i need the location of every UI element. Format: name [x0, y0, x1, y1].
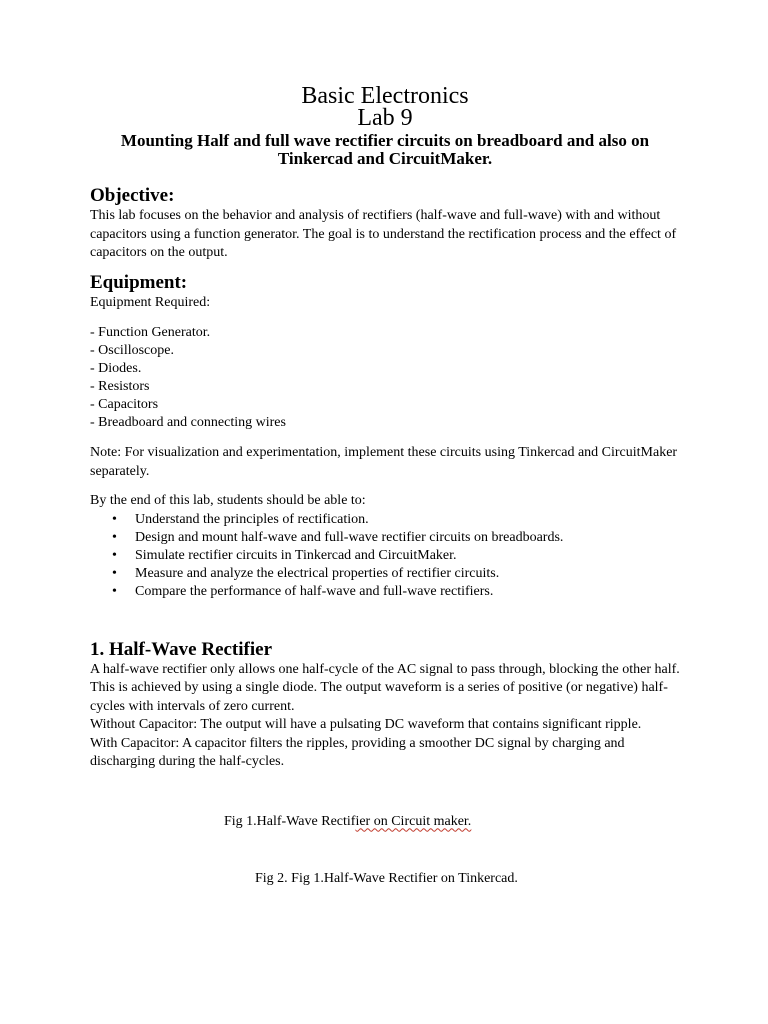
figure-2-caption: Fig 2. Fig 1.Half-Wave Rectifier on Tinkercad. — [255, 870, 518, 886]
list-item — [90, 565, 680, 583]
figure-1-caption-text: Fig 1.Half-Wave Rectif — [224, 813, 356, 829]
outcome-text: Measure and analyze the electrical properties of rectifier circuits. — [135, 565, 500, 581]
half-wave-heading: 1. Half-Wave Rectifier — [90, 638, 273, 660]
list-item — [90, 547, 680, 565]
title-block — [90, 84, 680, 168]
outcome-text: Simulate rectifier circuits in Tinkercad and CircuitMaker. — [135, 547, 457, 563]
list-item — [90, 529, 680, 547]
equipment-note: Note: For visualization and experimentation, implement these circuits using Tinkercad and CircuitMaker separately. — [90, 445, 678, 479]
list-item: - Breadboard and connecting wires — [90, 415, 286, 430]
doc-subtitle: Mounting Half and full wave rectifier circuits on breadboard and also on Tinkercad and CircuitMaker. — [120, 131, 650, 168]
bullet-icon: • — [112, 583, 117, 599]
bullet-icon: • — [112, 547, 117, 563]
with-capacitor-text: With Capacitor: A capacitor filters the ripples, providing a smoother DC signal by charging and discharging during the half-cycles. — [90, 735, 625, 769]
half-wave-description: A half-wave rectifier only allows one half-cycle of the AC signal to pass through, blocking the other half. This is achieved by using a single diode. The output waveform is a series of positive (or negative) half-cycles with intervals of zero current. — [90, 661, 680, 714]
list-item: - Oscilloscope. — [90, 343, 174, 358]
list-item: - Diodes. — [90, 361, 142, 376]
objective-text: This lab focuses on the behavior and analysis of rectifiers (half-wave and full-wave) with and without capacitors using a function generator. The goal is to understand the rectification process and the effect of capacitors on the output. — [90, 208, 677, 260]
spellcheck-flagged-text: ier on Circuit maker. — [355, 813, 472, 829]
document-page — [90, 84, 680, 888]
figure-1-caption — [90, 813, 680, 831]
list-item: - Capacitors — [90, 397, 159, 412]
list-item: - Function Generator. — [90, 325, 211, 340]
bullet-icon: • — [112, 565, 117, 581]
bullet-icon: • — [112, 529, 117, 545]
equipment-intro: Equipment Required: — [90, 294, 211, 310]
list-item — [90, 511, 680, 529]
equipment-heading: Equipment: — [90, 271, 188, 293]
outcome-text: Design and mount half-wave and full-wave rectifier circuits on breadboards. — [135, 529, 564, 545]
outcomes-intro: By the end of this lab, students should be able to: — [90, 493, 366, 508]
bullet-icon: • — [112, 511, 117, 527]
outcome-text: Compare the performance of half-wave and full-wave rectifiers. — [135, 583, 494, 599]
outcome-text: Understand the principles of rectification. — [135, 511, 369, 527]
list-item — [90, 583, 680, 601]
without-capacitor-text: Without Capacitor: The output will have a pulsating DC waveform that contains significant ripple. — [90, 717, 642, 732]
objective-heading: Objective: — [90, 185, 175, 206]
list-item: - Resistors — [90, 379, 150, 394]
outcomes-list — [90, 511, 680, 601]
lab-number: Lab 9 — [357, 105, 413, 131]
equipment-list — [90, 324, 680, 432]
doc-title: Basic Electronics — [301, 83, 469, 109]
